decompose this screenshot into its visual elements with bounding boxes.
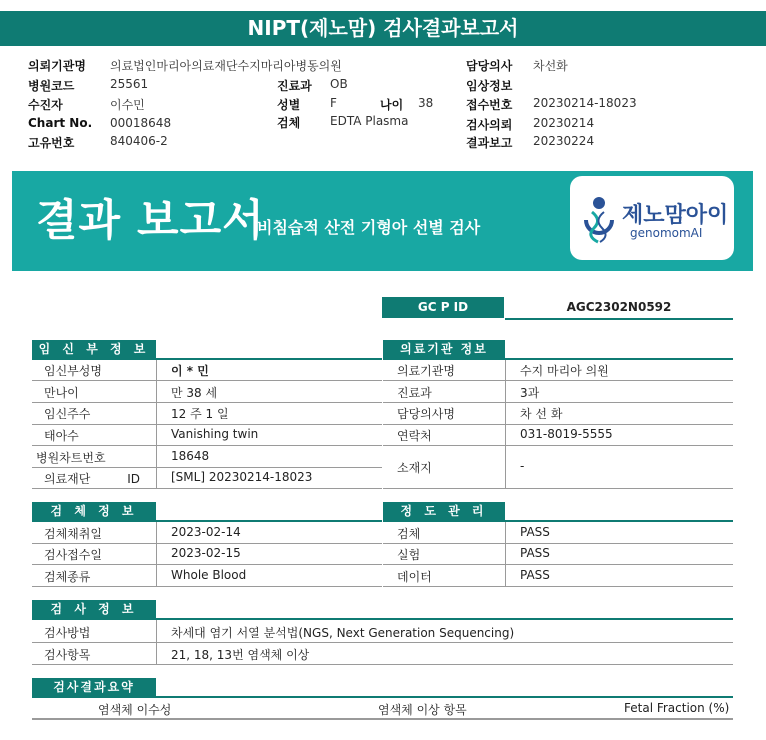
- dept-label: 진료과: [277, 79, 312, 93]
- doctor-label: 담당의사: [466, 59, 513, 73]
- hospital-code-label: 병원코드: [28, 79, 75, 93]
- logo-subtext: genomomAI: [630, 226, 703, 240]
- gcpid-label: GC P ID: [382, 297, 504, 318]
- row-divider: [383, 564, 733, 565]
- field-value: -: [520, 459, 525, 473]
- field-value: 차세대 염기 서열 분석법(NGS, Next Generation Sequencing): [171, 626, 515, 640]
- row-divider: [32, 488, 382, 489]
- field-label: 검사항목: [44, 648, 91, 662]
- request-value: 20230214: [533, 116, 595, 130]
- column-divider: [156, 522, 157, 586]
- field-value: 3과: [520, 386, 540, 400]
- row-divider: [383, 543, 733, 544]
- field-label: 의료재단 ID: [44, 472, 140, 486]
- doctor-value: 차선화: [533, 59, 568, 73]
- result-label: 결과보고: [466, 136, 513, 150]
- field-label: 검체채취일: [44, 527, 102, 541]
- field-label: 진료과: [397, 386, 432, 400]
- section-divider: [32, 520, 382, 522]
- field-label: 연락처: [397, 429, 432, 443]
- field-value: 2023-02-14: [171, 525, 241, 539]
- field-value: 2023-02-15: [171, 546, 241, 560]
- field-label: 담당의사명: [397, 407, 455, 421]
- pregnant-info-title: 임 신 부 정 보: [32, 340, 156, 359]
- column-divider: [505, 522, 506, 586]
- field-label: 검사접수일: [44, 548, 102, 562]
- field-value: PASS: [520, 568, 550, 582]
- age-value: 38: [418, 96, 434, 110]
- row-divider: [32, 543, 382, 544]
- row-divider: [383, 586, 733, 587]
- genomom-logo: [570, 176, 734, 260]
- row-divider: [32, 424, 382, 425]
- age-label: 나이: [380, 98, 404, 112]
- row-divider: [32, 664, 733, 665]
- medical-info-title: 의료기관 정보: [383, 340, 505, 359]
- section-divider: [32, 696, 733, 698]
- chart-value: 00018648: [110, 116, 172, 130]
- dna-icon: [580, 194, 618, 244]
- field-value: Vanishing twin: [171, 427, 259, 441]
- row-divider: [32, 402, 382, 403]
- section-divider: [32, 358, 382, 360]
- receipt-label: 접수번호: [466, 98, 513, 112]
- field-value: 12 주 1 일: [171, 407, 229, 421]
- row-divider: [32, 445, 382, 446]
- patient-value: 이수민: [110, 98, 145, 112]
- field-value: 18648: [171, 449, 210, 463]
- institution-value: 의료법인마리아의료재단수지마리아병동의원: [110, 59, 342, 73]
- specimen-label: 검체: [277, 116, 301, 130]
- clinical-label: 임상정보: [466, 79, 513, 93]
- unique-value: 840406-2: [110, 134, 168, 148]
- specimen-value: EDTA Plasma: [330, 114, 409, 128]
- row-divider: [32, 564, 382, 565]
- field-label: 임신주수: [44, 407, 91, 421]
- field-label: 실험: [397, 548, 421, 562]
- sex-label: 성별: [277, 98, 301, 112]
- receipt-value: 20230214-18023: [533, 96, 637, 110]
- patient-label: 수진자: [28, 98, 63, 112]
- field-label: 소재지: [397, 461, 432, 475]
- field-value: 만 38 세: [171, 386, 218, 400]
- field-label: 검사방법: [44, 626, 91, 640]
- field-value: 031-8019-5555: [520, 427, 613, 441]
- row-divider: [32, 467, 382, 468]
- field-value: 수지 마리아 의원: [520, 364, 609, 378]
- section-divider: [32, 618, 733, 620]
- field-label: 만나이: [44, 386, 79, 400]
- field-label: 데이터: [397, 570, 432, 584]
- unique-label: 고유번호: [28, 136, 75, 150]
- column-header: Fetal Fraction (%): [624, 701, 730, 715]
- test-info-title: 검 사 정 보: [32, 600, 156, 619]
- row-divider: [383, 488, 733, 489]
- field-label: 검체종류: [44, 570, 91, 584]
- row-divider: [32, 380, 382, 381]
- summary-title: 검사결과요약: [32, 678, 156, 697]
- request-label: 검사의뢰: [466, 118, 513, 132]
- column-header: 염색체 이수성: [98, 703, 172, 717]
- sex-value: F: [330, 96, 337, 110]
- section-divider: [383, 358, 733, 360]
- hospital-code-value: 25561: [110, 77, 149, 91]
- field-label: 임신부성명: [44, 364, 102, 378]
- field-label: 병원차트번호: [36, 451, 106, 465]
- field-value: Whole Blood: [171, 568, 247, 582]
- dept-value: OB: [330, 77, 348, 91]
- institution-label: 의뢰기관명: [28, 59, 86, 73]
- row-divider: [383, 380, 733, 381]
- field-value: PASS: [520, 546, 550, 560]
- banner-subtitle: 비침습적 산전 기형아 선별 검사: [257, 218, 481, 237]
- qc-title: 정 도 관 리: [383, 502, 505, 521]
- row-divider: [383, 402, 733, 403]
- section-divider: [383, 520, 733, 522]
- field-label: 태아수: [44, 429, 79, 443]
- row-divider: [32, 718, 733, 720]
- report-banner: [12, 171, 753, 271]
- field-value: 이 * 민: [171, 364, 209, 378]
- field-value: 21, 18, 13번 염색체 이상: [171, 648, 310, 662]
- field-value: PASS: [520, 525, 550, 539]
- result-value: 20230224: [533, 134, 595, 148]
- field-label: 검체: [397, 527, 421, 541]
- field-label: 의료기관명: [397, 364, 455, 378]
- specimen-info-title: 검 체 정 보: [32, 502, 156, 521]
- field-value: 차 선 화: [520, 407, 563, 421]
- chart-label: Chart No.: [28, 116, 93, 130]
- row-divider: [383, 424, 733, 425]
- banner-title: 결과 보고서: [36, 196, 265, 246]
- row-divider: [32, 642, 733, 643]
- row-divider: [383, 445, 733, 446]
- row-divider: [32, 586, 382, 587]
- column-header: 염색체 이상 항목: [378, 703, 467, 717]
- logo-text: 제노맘아이: [622, 203, 729, 228]
- field-value: [SML] 20230214-18023: [171, 470, 313, 484]
- gcpid-value: AGC2302N0592: [505, 297, 733, 320]
- report-title: NIPT(제노맘) 검사결과보고서: [0, 11, 766, 46]
